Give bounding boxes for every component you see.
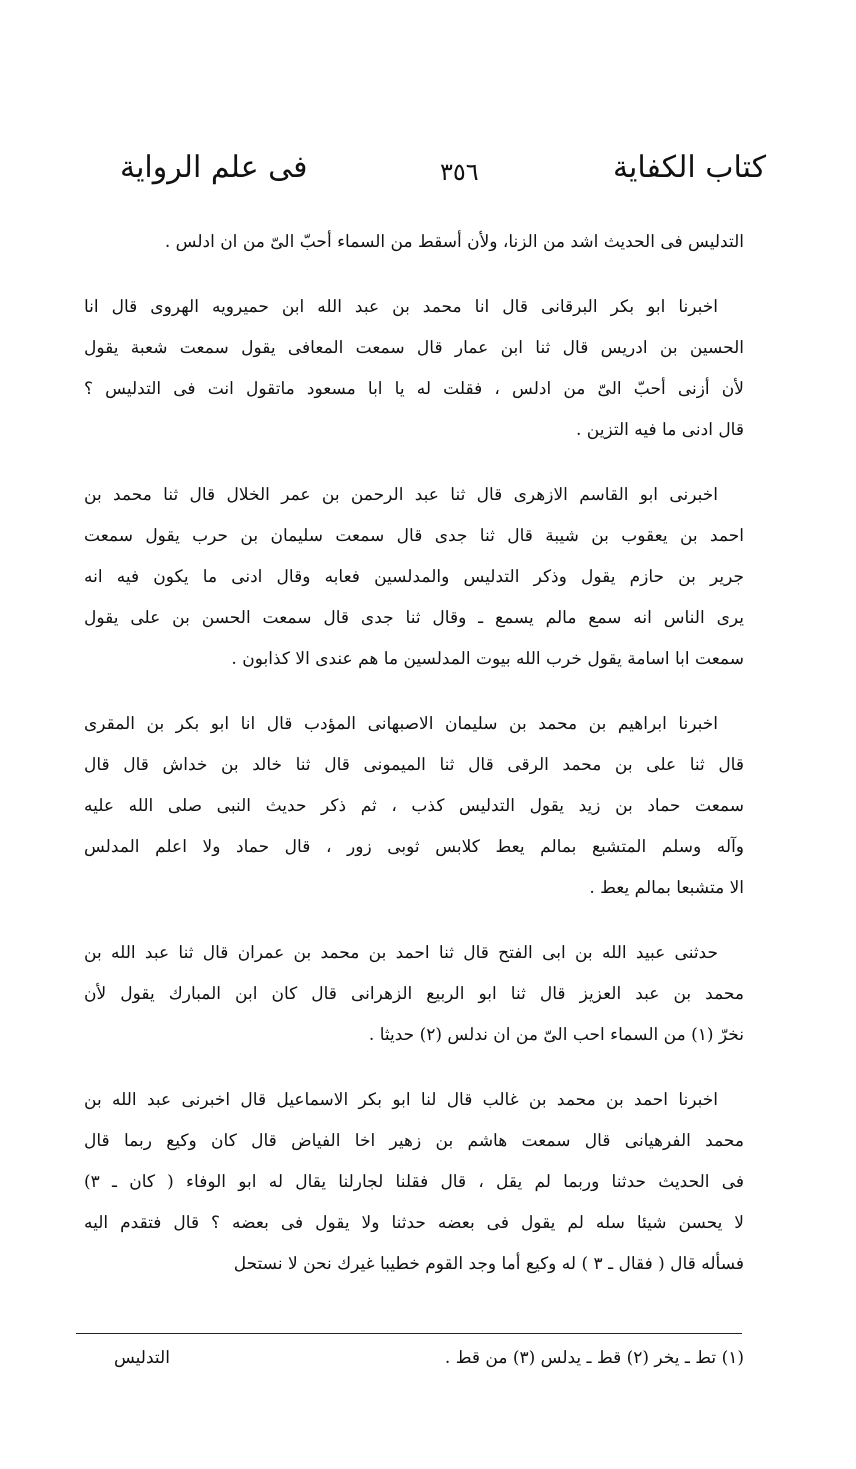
text-line: اخبرنا ابو بكر البرقانى قال انا محمد بن عبد الله ابن حميرويه الهروى قال انا — [84, 297, 718, 317]
text-line: نخرّ (١) من السماء احب الىّ من ان ندلس (٢) حديثا . — [368, 1025, 744, 1045]
page-number: ٣٥٦ — [440, 158, 479, 186]
text-line: اخبرنا احمد بن محمد بن غالب قال لنا ابو بكر الاسماعيل قال اخبرنى عبد الله بن — [84, 1090, 718, 1110]
paragraph-gap — [84, 909, 744, 933]
running-header — [70, 150, 786, 210]
footnote-separator — [76, 1333, 742, 1334]
text-line: الحسين بن ادريس قال ثنا ابن عمار قال سمعت المعافى يقول سمعت شعبة يقول — [84, 338, 744, 358]
page-footer — [84, 1348, 744, 1388]
text-line: وآله وسلم المتشبع بمالم يعط كلابس ثوبى زور ، قال حماد ولا اعلم المدلس — [84, 837, 744, 857]
text-line: محمد الفرهيانى قال سمعت هاشم بن زهير اخا الفياض قال كان وكيع ربما قال — [84, 1131, 744, 1151]
book-title: كتاب الكفاية — [612, 150, 766, 185]
paragraph — [84, 933, 744, 1056]
text-line: التدليس فى الحديث اشد من الزنا، ولأن أسقط من السماء أحبّ الىّ من ان ادلس . — [164, 232, 744, 252]
text-line: الا متشبعا بمالم يعط . — [589, 878, 744, 898]
text-line: سمعت حماد بن زيد يقول التدليس كذب ، ثم ذكر حديث النبى صلى الله عليه — [84, 796, 744, 816]
paragraph-gap — [84, 680, 744, 704]
subject-title: فى علم الرواية — [120, 150, 308, 185]
text-line: محمد بن عبد العزيز قال ثنا ابو الربيع الزهرانى قال كان ابن المبارك يقول لأن — [84, 984, 744, 1004]
text-line: يرى الناس انه سمع مالم يسمع ـ وقال ثنا جدى قال سمعت الحسن بن على يقول — [84, 608, 744, 628]
body-text — [84, 222, 744, 1285]
paragraph — [84, 475, 744, 680]
text-line: اخبرنى ابو القاسم الازهرى قال ثنا عبد الرحمن بن عمر الخلال قال ثنا محمد بن — [84, 485, 718, 505]
paragraph-gap — [84, 263, 744, 287]
text-line: حدثنى عبيد الله بن ابى الفتح قال ثنا احمد بن محمد بن عمران قال ثنا عبد الله بن — [84, 943, 718, 963]
text-line: قال ثنا على بن محمد الرقى قال ثنا الميمونى قال ثنا خالد بن خداش قال قال — [84, 755, 744, 775]
paragraph — [84, 287, 744, 451]
text-line: اخبرنا ابراهيم بن محمد بن سليمان الاصبهانى المؤدب قال انا ابو بكر بن المقرى — [84, 714, 718, 734]
catchword: التدليس — [114, 1348, 170, 1368]
footnotes: (١) تط ـ يخر (٢) قط ـ يدلس (٣) من قط . — [444, 1348, 744, 1368]
paragraph-gap — [84, 451, 744, 475]
text-line: قال ادنى ما فيه التزين . — [575, 420, 744, 440]
text-line: لأن أزنى أحبّ الىّ من ادلس ، فقلت له يا ابا مسعود ماتقول انت فى التدليس ؟ — [84, 379, 744, 399]
text-line: لا يحسن شيئا سله لم يقول فى بعضه حدثنا ولا يقول فى بعضه ؟ قال فتقدم اليه — [84, 1213, 744, 1233]
paragraph — [84, 222, 744, 263]
paragraph — [84, 704, 744, 909]
paragraph — [84, 1080, 744, 1285]
text-line: سمعت ابا اسامة يقول خرب الله بيوت المدلسين ما هم عندى الا كذابون . — [231, 649, 744, 669]
text-line: احمد بن يعقوب بن شيبة قال ثنا جدى قال سمعت سليمان بن حرب يقول سمعت — [84, 526, 744, 546]
text-line: فسأله قال ( فقال ـ ٣ ) له وكيع أما وجد القوم خطيبا غيرك نحن لا نستحل — [233, 1254, 744, 1274]
text-line: جرير بن حازم يقول وذكر التدليس والمدلسين فعابه وقال ادنى ما يكون فيه انه — [84, 567, 744, 587]
paragraph-gap — [84, 1056, 744, 1080]
text-line: فى الحديث حدثنا وربما لم يقل ، قال فقلنا لجارلنا يقال له ابو الوفاء ( كان ـ ٣) — [84, 1172, 744, 1192]
